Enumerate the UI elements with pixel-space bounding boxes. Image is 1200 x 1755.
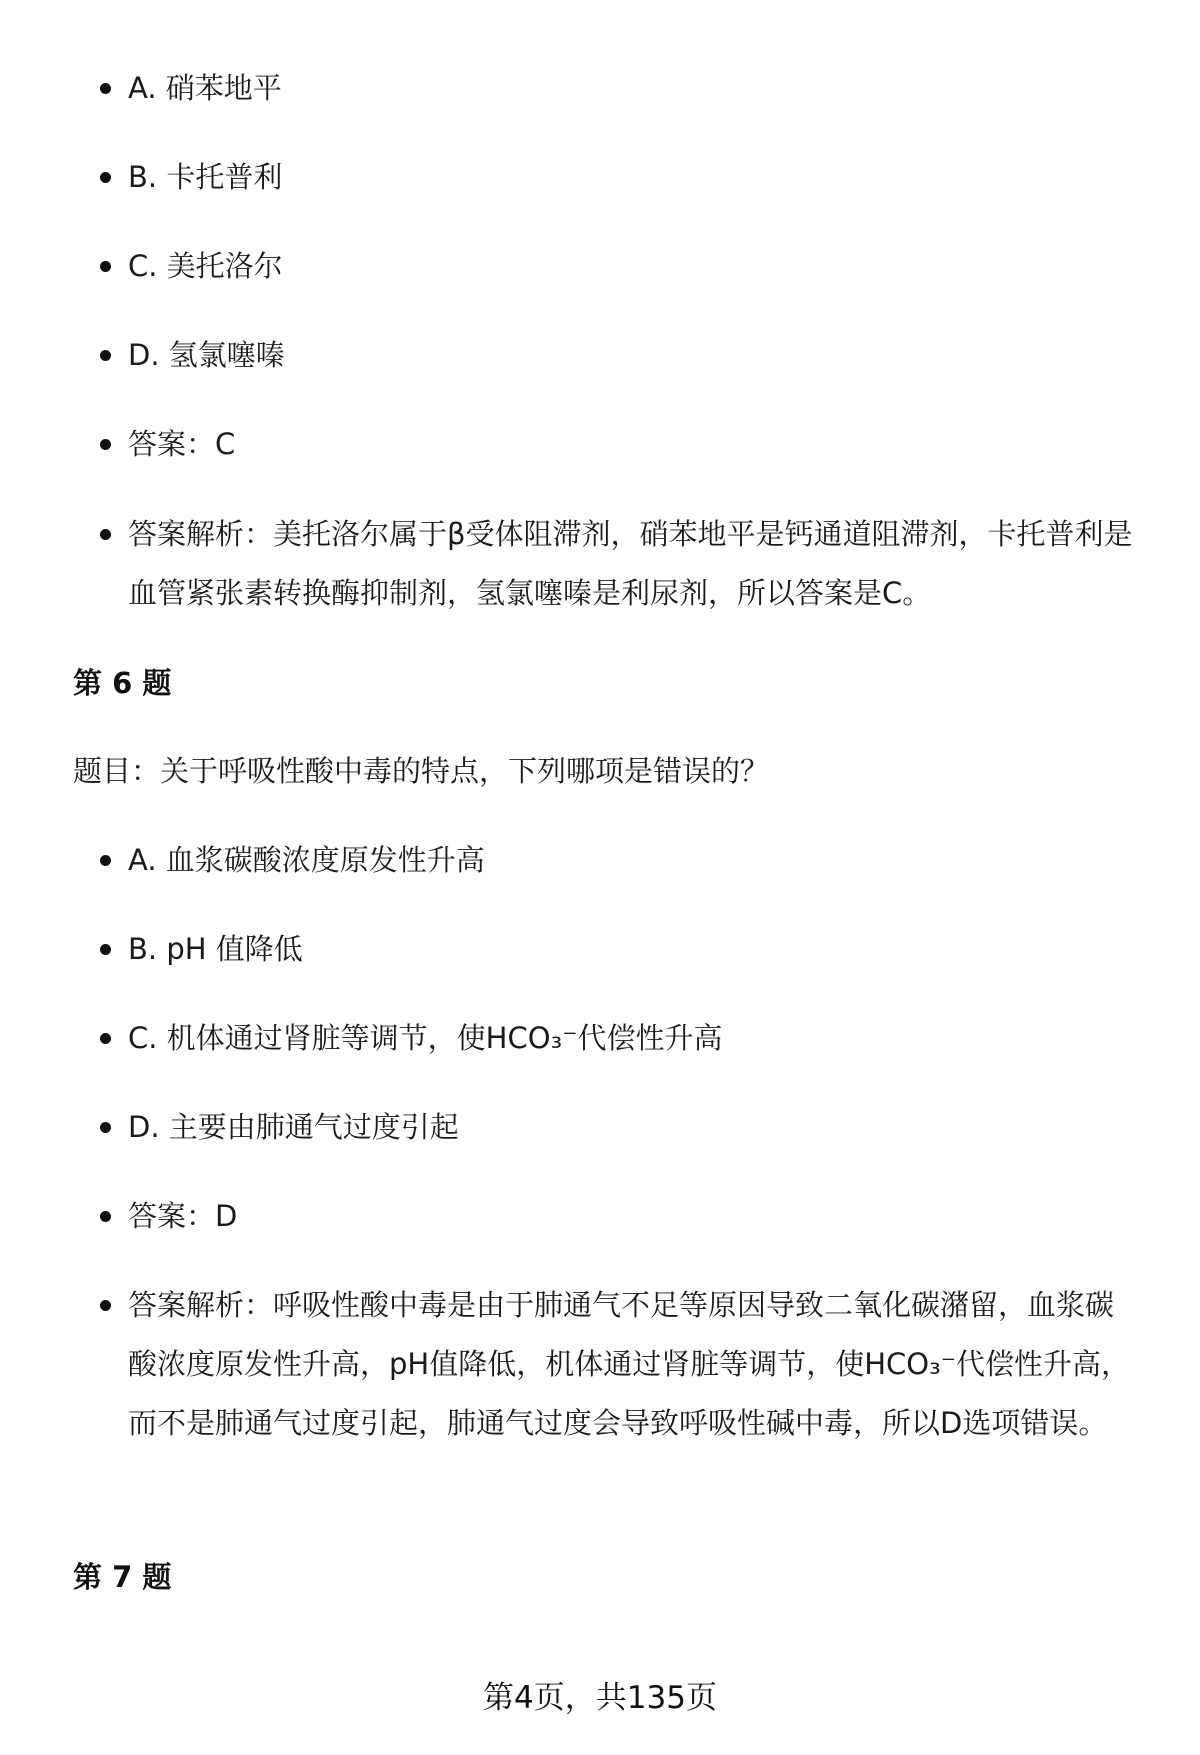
q6-option-c: C. 机体通过肾脏等调节，使HCO₃⁻代偿性升高: [128, 1009, 1138, 1068]
q6-option-b: B. pH 值降低: [128, 920, 1138, 979]
q5-option-d: D. 氢氯噻嗪: [128, 326, 1138, 385]
q5-analysis: 答案解析：美托洛尔属于β受体阻滞剂，硝苯地平是钙通道阻滞剂，卡托普利是血管紧张素转换酶抑制剂，氢氯噻嗪是利尿剂，所以答案是C。: [128, 505, 1138, 623]
question-7-heading: 第 7 题: [73, 1560, 172, 1594]
q5-answer: 答案：C: [128, 415, 1138, 474]
q5-option-b: B. 卡托普利: [128, 148, 1138, 207]
q6-analysis: 答案解析：呼吸性酸中毒是由于肺通气不足等原因导致二氧化碳潴留，血浆碳酸浓度原发性升高，pH值降低，机体通过肾脏等调节，使HCO₃⁻代偿性升高，而不是肺通气过度引起，肺通气过度会导致呼吸性碱中毒，所以D选项错误。: [128, 1276, 1138, 1453]
q5-option-c: C. 美托洛尔: [128, 237, 1138, 296]
question-6-heading: 第 6 题: [73, 666, 172, 700]
page-number-footer: 第4页，共135页: [483, 1680, 717, 1716]
question-6-stem: 题目：关于呼吸性酸中毒的特点，下列哪项是错误的？: [73, 754, 770, 788]
q5-option-a: A. 硝苯地平: [128, 59, 1138, 118]
q6-answer: 答案：D: [128, 1187, 1138, 1246]
q6-option-a: A. 血浆碳酸浓度原发性升高: [128, 831, 1138, 890]
q6-option-d: D. 主要由肺通气过度引起: [128, 1098, 1138, 1157]
